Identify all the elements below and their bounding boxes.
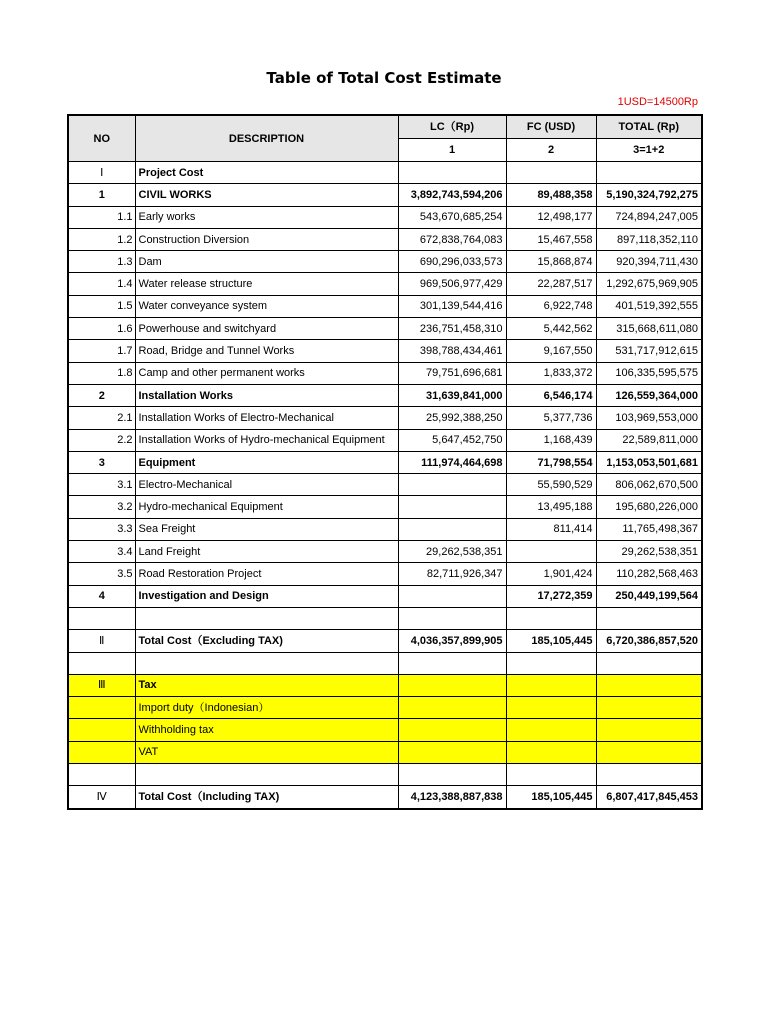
- cell-fc: 17,272,359: [506, 585, 596, 607]
- cell-no: 3: [68, 451, 135, 473]
- cell-fc: 15,467,558: [506, 228, 596, 250]
- table-row: [68, 295, 702, 317]
- cell-no: [68, 719, 135, 741]
- cell-lc: 3,892,743,594,206: [398, 184, 506, 206]
- cell-total: 6,807,417,845,453: [596, 786, 702, 809]
- cell-no: 4: [68, 585, 135, 607]
- table-row: [68, 563, 702, 585]
- cell-total: 195,680,226,000: [596, 496, 702, 518]
- cell-description: [135, 764, 398, 786]
- cell-no: 3.5: [68, 563, 135, 585]
- cell-lc: 31,639,841,000: [398, 384, 506, 406]
- cell-lc: 398,788,434,461: [398, 340, 506, 362]
- cell-total: [596, 719, 702, 741]
- table-row: [68, 429, 702, 451]
- cell-lc: 690,296,033,573: [398, 251, 506, 273]
- cell-fc: [506, 652, 596, 674]
- cell-description: Camp and other permanent works: [135, 362, 398, 384]
- cell-description: Withholding tax: [135, 719, 398, 741]
- table-row: [68, 541, 702, 563]
- cell-lc: [398, 496, 506, 518]
- cell-description: Electro-Mechanical: [135, 474, 398, 496]
- cell-total: 315,668,611,080: [596, 318, 702, 340]
- header-fc: FC (USD): [506, 115, 596, 139]
- cell-no: 1.1: [68, 206, 135, 228]
- cell-lc: 301,139,544,416: [398, 295, 506, 317]
- table-row: [68, 318, 702, 340]
- cell-fc: 13,495,188: [506, 496, 596, 518]
- cell-fc: 1,833,372: [506, 362, 596, 384]
- table-row: [68, 273, 702, 295]
- table-row: [68, 697, 702, 719]
- cell-no: 2: [68, 384, 135, 406]
- cell-lc: [398, 518, 506, 540]
- cell-lc: [398, 697, 506, 719]
- cell-no: Ⅲ: [68, 674, 135, 696]
- cell-lc: 236,751,458,310: [398, 318, 506, 340]
- cell-description: Installation Works of Hydro-mechanical Equipment: [135, 429, 398, 451]
- cell-no: 1.2: [68, 228, 135, 250]
- cell-total: 724,894,247,005: [596, 206, 702, 228]
- cell-description: Equipment: [135, 451, 398, 473]
- cell-lc: 111,974,464,698: [398, 451, 506, 473]
- table-row: [68, 162, 702, 184]
- cell-fc: [506, 162, 596, 184]
- cell-fc: [506, 697, 596, 719]
- cell-lc: 543,670,685,254: [398, 206, 506, 228]
- cell-description: Dam: [135, 251, 398, 273]
- cell-total: 11,765,498,367: [596, 518, 702, 540]
- cell-fc: 9,167,550: [506, 340, 596, 362]
- cell-lc: 4,123,388,887,838: [398, 786, 506, 809]
- cell-description: Land Freight: [135, 541, 398, 563]
- table-row: [68, 251, 702, 273]
- cell-description: Water release structure: [135, 273, 398, 295]
- cell-no: 3.3: [68, 518, 135, 540]
- cell-no: 3.2: [68, 496, 135, 518]
- cell-total: [596, 764, 702, 786]
- cell-fc: 185,105,445: [506, 786, 596, 809]
- table-row: [68, 585, 702, 607]
- cell-description: [135, 652, 398, 674]
- cell-no: 1.5: [68, 295, 135, 317]
- cell-description: Import duty（Indonesian）: [135, 697, 398, 719]
- cell-lc: [398, 764, 506, 786]
- table-row: [68, 496, 702, 518]
- cell-total: 106,335,595,575: [596, 362, 702, 384]
- cell-description: Sea Freight: [135, 518, 398, 540]
- cell-lc: 4,036,357,899,905: [398, 630, 506, 652]
- cell-total: [596, 162, 702, 184]
- cell-lc: 79,751,696,681: [398, 362, 506, 384]
- table-row: [68, 719, 702, 741]
- cell-fc: 22,287,517: [506, 273, 596, 295]
- exchange-rate-note: 1USD=14500Rp: [617, 96, 698, 108]
- cell-lc: 29,262,538,351: [398, 541, 506, 563]
- table-row: [68, 407, 702, 429]
- cell-lc: 969,506,977,429: [398, 273, 506, 295]
- cell-lc: [398, 652, 506, 674]
- cell-total: 250,449,199,564: [596, 585, 702, 607]
- cell-lc: [398, 719, 506, 741]
- cell-no: 1.8: [68, 362, 135, 384]
- cell-total: 6,720,386,857,520: [596, 630, 702, 652]
- table-row: [68, 474, 702, 496]
- cell-fc: [506, 741, 596, 763]
- cell-description: Installation Works of Electro-Mechanical: [135, 407, 398, 429]
- cell-description: Powerhouse and switchyard: [135, 318, 398, 340]
- cell-fc: 5,442,562: [506, 318, 596, 340]
- cell-no: 3.4: [68, 541, 135, 563]
- cell-total: 806,062,670,500: [596, 474, 702, 496]
- cell-lc: 82,711,926,347: [398, 563, 506, 585]
- header-description: DESCRIPTION: [135, 115, 398, 162]
- cell-total: 1,292,675,969,905: [596, 273, 702, 295]
- cell-description: Installation Works: [135, 384, 398, 406]
- cell-description: Investigation and Design: [135, 585, 398, 607]
- cell-fc: 811,414: [506, 518, 596, 540]
- cell-total: 401,519,392,555: [596, 295, 702, 317]
- cell-no: Ⅱ: [68, 630, 135, 652]
- cell-fc: [506, 541, 596, 563]
- header-lc: LC（Rp): [398, 115, 506, 139]
- page-title: Table of Total Cost Estimate: [266, 69, 502, 87]
- cell-total: [596, 741, 702, 763]
- cell-fc: 6,922,748: [506, 295, 596, 317]
- table-row: [68, 741, 702, 763]
- cell-no: 3.1: [68, 474, 135, 496]
- table-row: [68, 630, 702, 652]
- cell-lc: [398, 674, 506, 696]
- cell-fc: [506, 764, 596, 786]
- cell-total: [596, 697, 702, 719]
- table-row: [68, 362, 702, 384]
- cell-lc: 672,838,764,083: [398, 228, 506, 250]
- cell-description: Total Cost（Excluding TAX): [135, 630, 398, 652]
- cell-fc: 5,377,736: [506, 407, 596, 429]
- cell-no: 1.3: [68, 251, 135, 273]
- table-row: [68, 652, 702, 674]
- cell-fc: 1,901,424: [506, 563, 596, 585]
- cell-lc: [398, 162, 506, 184]
- table-row: [68, 764, 702, 786]
- cell-description: Tax: [135, 674, 398, 696]
- table-row: [68, 674, 702, 696]
- cell-lc: [398, 474, 506, 496]
- cell-no: 1.7: [68, 340, 135, 362]
- cell-description: Water conveyance system: [135, 295, 398, 317]
- cost-estimate-table: [67, 114, 703, 810]
- table-row: [68, 786, 702, 809]
- cell-description: CIVIL WORKS: [135, 184, 398, 206]
- cell-lc: [398, 585, 506, 607]
- cell-description: Early works: [135, 206, 398, 228]
- cell-fc: 15,868,874: [506, 251, 596, 273]
- table-row: [68, 518, 702, 540]
- header-total: TOTAL (Rp): [596, 115, 702, 139]
- cell-no: Ⅳ: [68, 786, 135, 809]
- cell-fc: 55,590,529: [506, 474, 596, 496]
- cell-no: 2.1: [68, 407, 135, 429]
- cell-lc: [398, 741, 506, 763]
- cell-description: Road, Bridge and Tunnel Works: [135, 340, 398, 362]
- cell-total: 5,190,324,792,275: [596, 184, 702, 206]
- table-row: [68, 384, 702, 406]
- cell-description: Construction Diversion: [135, 228, 398, 250]
- cell-no: [68, 741, 135, 763]
- cell-lc: 5,647,452,750: [398, 429, 506, 451]
- cell-total: [596, 607, 702, 629]
- cell-total: 126,559,364,000: [596, 384, 702, 406]
- table-header-row: [68, 115, 702, 139]
- cell-total: 110,282,568,463: [596, 563, 702, 585]
- cell-description: [135, 607, 398, 629]
- cell-no: [68, 607, 135, 629]
- cell-total: 1,153,053,501,681: [596, 451, 702, 473]
- table-row: [68, 607, 702, 629]
- table-row: [68, 206, 702, 228]
- cell-total: 531,717,912,615: [596, 340, 702, 362]
- cell-total: 920,394,711,430: [596, 251, 702, 273]
- cell-fc: 89,488,358: [506, 184, 596, 206]
- cell-fc: 185,105,445: [506, 630, 596, 652]
- header-lc-index: 1: [398, 139, 506, 162]
- cell-fc: 71,798,554: [506, 451, 596, 473]
- cell-fc: 1,168,439: [506, 429, 596, 451]
- cell-total: 22,589,811,000: [596, 429, 702, 451]
- cell-no: 1.6: [68, 318, 135, 340]
- table-row: [68, 340, 702, 362]
- header-fc-index: 2: [506, 139, 596, 162]
- cell-total: [596, 674, 702, 696]
- cell-fc: [506, 719, 596, 741]
- cell-lc: 25,992,388,250: [398, 407, 506, 429]
- cell-description: Project Cost: [135, 162, 398, 184]
- table-row: [68, 451, 702, 473]
- cell-total: 897,118,352,110: [596, 228, 702, 250]
- cell-no: Ⅰ: [68, 162, 135, 184]
- cell-total: [596, 652, 702, 674]
- cell-total: 103,969,553,000: [596, 407, 702, 429]
- cell-lc: [398, 607, 506, 629]
- cell-description: Road Restoration Project: [135, 563, 398, 585]
- cell-description: Total Cost（Including TAX): [135, 786, 398, 809]
- cell-total: 29,262,538,351: [596, 541, 702, 563]
- table-row: [68, 228, 702, 250]
- cell-no: [68, 652, 135, 674]
- cell-no: 1.4: [68, 273, 135, 295]
- cell-fc: 6,546,174: [506, 384, 596, 406]
- cell-description: VAT: [135, 741, 398, 763]
- cell-no: 2.2: [68, 429, 135, 451]
- header-total-index: 3=1+2: [596, 139, 702, 162]
- cell-description: Hydro-mechanical Equipment: [135, 496, 398, 518]
- cell-fc: 12,498,177: [506, 206, 596, 228]
- cell-fc: [506, 674, 596, 696]
- cell-no: 1: [68, 184, 135, 206]
- cell-no: [68, 764, 135, 786]
- header-no: NO: [68, 115, 135, 162]
- cell-no: [68, 697, 135, 719]
- table-row: [68, 184, 702, 206]
- cell-fc: [506, 607, 596, 629]
